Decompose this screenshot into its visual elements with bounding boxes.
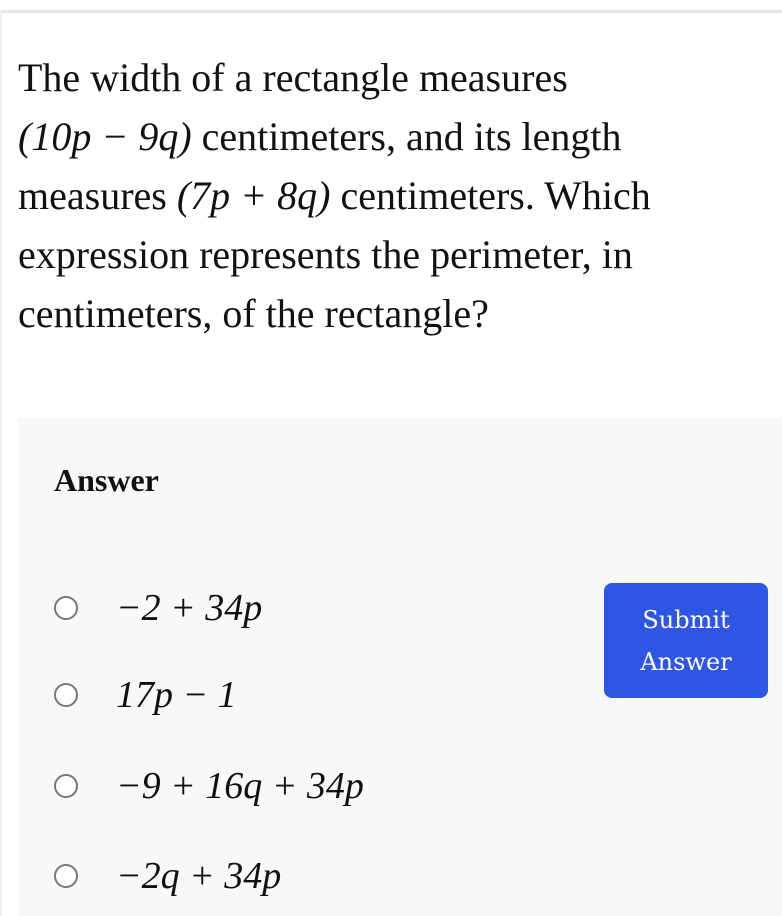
option-label: −9 + 16q + 34p — [116, 765, 364, 807]
question-text — [18, 48, 782, 343]
option-label: 17p − 1 — [116, 674, 237, 716]
submit-label-line1: Submit — [642, 605, 730, 634]
length-expression: (7p + 8q) — [176, 173, 331, 218]
option-label: −2 + 34p — [116, 587, 263, 629]
answer-option-4[interactable] — [54, 854, 281, 898]
top-divider — [0, 10, 782, 13]
radio-button[interactable] — [54, 864, 78, 888]
answer-option-1[interactable] — [54, 586, 262, 630]
answer-option-3[interactable] — [54, 764, 364, 808]
question-text-segment: measures — [18, 173, 177, 218]
question-text-segment: centimeters, of the rectangle? — [18, 291, 489, 336]
question-text-segment: The width of a rectangle measures — [18, 55, 568, 100]
question-text-segment: expression represents the perimeter, in — [18, 232, 633, 277]
radio-button[interactable] — [54, 683, 78, 707]
submit-answer-button[interactable] — [604, 583, 768, 698]
radio-button[interactable] — [54, 774, 78, 798]
question-line — [18, 225, 782, 284]
question-line — [18, 284, 782, 343]
question-line — [18, 166, 782, 225]
question-text-segment: centimeters, and its length — [191, 114, 622, 159]
question-line — [18, 107, 782, 166]
answer-option-2[interactable] — [54, 673, 237, 717]
question-text-segment: centimeters. Which — [330, 173, 651, 218]
option-label: −2q + 34p — [116, 855, 282, 897]
radio-button[interactable] — [54, 596, 78, 620]
question-line — [18, 48, 782, 107]
width-expression: (10p − 9q) — [18, 114, 192, 159]
submit-label-line2: Answer — [640, 647, 732, 676]
left-divider — [0, 10, 2, 916]
answer-panel — [18, 418, 782, 916]
answer-heading: Answer — [54, 462, 159, 498]
